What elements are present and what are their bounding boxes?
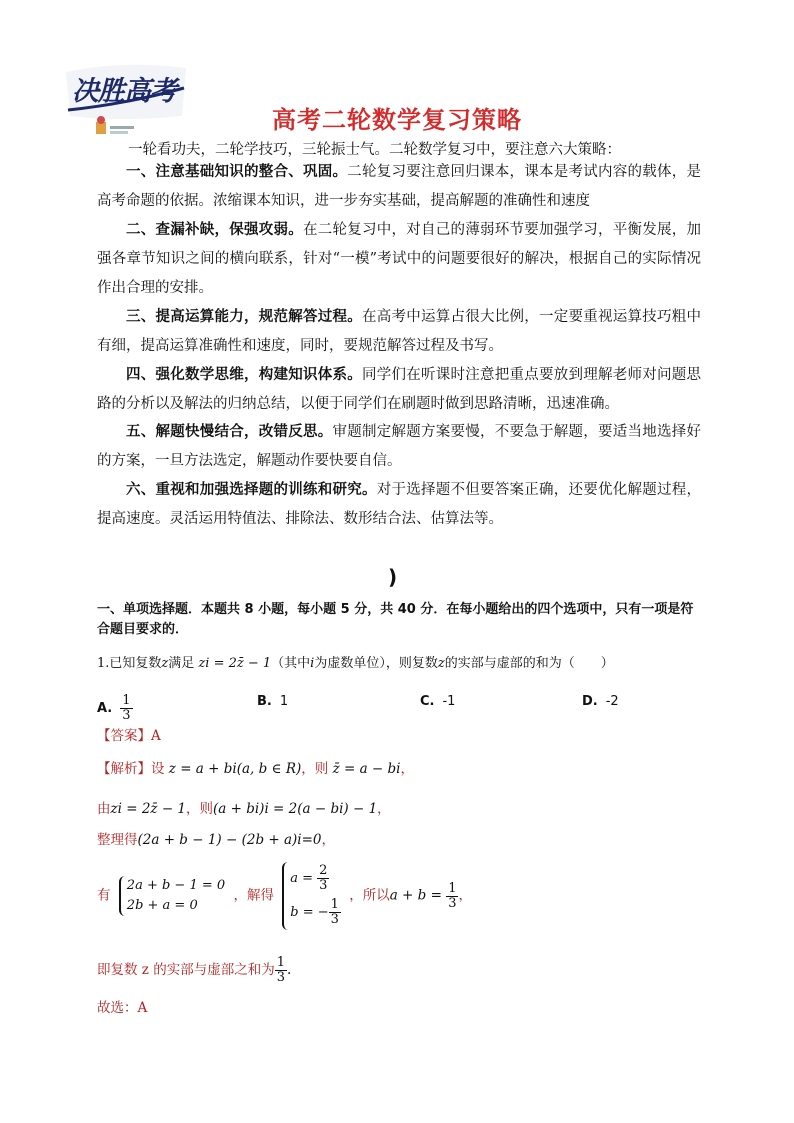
option-a [97,694,133,723]
option-letter: D. [582,694,598,709]
option-b [257,694,288,709]
solution-system: a = $\frac{2}{3}$ b = − $\frac{1}{3}$ [282,862,341,930]
section-header: 一、单项选择题．本题共 8 小题，每小题 5 分，共 40 分．在每小题给出的四个选项中，只有一项是符合题目要求的． [97,602,694,637]
strategy-heading: 四、强化数学思维，构建知识体系。 [126,367,362,383]
final-choice: 故选：A [97,1000,148,1016]
question-text: 已知复数 [109,656,162,671]
strategy-1 [97,158,701,216]
page-title: 高考二轮数学复习策略 [272,106,522,134]
strategy-body: 二轮复习要注意回归课本，课本是考试内容的载体，是高考命题的依据。浓缩课本知识，进一步夯实基础，提高解题的准确性和速度 [97,164,701,209]
option-letter: B. [257,694,272,709]
strategy-heading: 二、查漏补缺，保强攻弱。 [126,222,303,238]
answer-value: A [151,728,161,744]
math-expr: (2a + b − 1) − (2b + a)i=0 [137,832,322,848]
stray-paren: ) [388,565,398,589]
math-expr: z̄ = a − bi [332,761,401,777]
answer-tag: 【答案】 [97,728,151,744]
option-d [582,694,619,709]
strategy-heading: 五、解题快慢结合，改错反思。 [126,424,333,440]
strategy-6 [97,476,701,534]
option-value: -1 [442,694,456,709]
strategy-4 [97,361,701,419]
question-text: （其中 [271,656,311,671]
option-letter: A. [97,701,113,716]
analysis-line-5: 即复数 z 的实部与虚部之和为 $\frac{1}{3}$ . [97,955,292,985]
math-expr: a + b = [389,887,442,904]
question-text: 满足 [168,656,195,671]
math-expr: (a + bi)i = 2(a − bi) − 1 [213,801,378,817]
intro-text: 一轮看功夫，二轮学技巧，三轮振士气。二轮数学复习中，要注意六大策略： [128,142,621,158]
option-value: -2 [605,694,619,709]
strategy-body: 审题制定解题方案要慢，不要急于解题，要适当地选择好的方案，一旦方法选定，解题动作要快要自信。 [97,424,701,469]
math-expr: z = a + bi(a, b ∈ R) [168,761,302,777]
question-text: 为虚数单位），则复数 [314,656,438,671]
math-expr: zi = 2z̄ − 1 [110,801,187,817]
option-letter: C. [420,694,435,709]
strategy-3 [97,303,701,361]
question-var: z [437,656,445,671]
strategy-heading: 六、重视和加强选择题的训练和研究。 [126,482,377,498]
option-fraction: $\frac{1}{3}$ [122,693,131,723]
option-c [420,694,455,709]
strategy-body: 对于选择题不但要答案正确，还要优化解题过程，提高速度。灵活运用特值法、排除法、数形结合法、估算法等。 [97,482,701,527]
analysis-line-2: 由zi = 2z̄ − 1，则(a + bi)i = 2(a − bi) − 1， [97,801,391,817]
question-equation: zi = 2z̄ − 1 [198,656,272,671]
question-var: z [161,656,169,671]
logo-text: 决胜高考 [72,76,176,107]
strategy-heading: 三、提高运算能力，规范解答过程。 [126,309,362,325]
math-fraction: $\frac{1}{3}$ [276,955,285,985]
question-text: 的实部与虚部的和为（ ） [444,656,614,671]
analysis-line-4: 有 2a + b − 1 = 0 2b + a = 0 ，解得 a = $\frac{2}{3}$ b = − $\frac{1}{3}$ ，所以a + b = $\frac{1}{3}$ ， [97,862,472,930]
answer-line [97,724,161,744]
analysis-line-1: 【解析】设 z = a + bi(a, b ∈ R)，则 z̄ = a − bi， [97,761,414,777]
math-fraction: $\frac{1}{3}$ [448,880,457,911]
question-var: i [310,656,315,671]
strategy-heading: 一、注意基础知识的整合、巩固。 [126,164,348,180]
analysis-line-3: 整理得(2a + b − 1) − (2b + a)i=0， [97,832,336,848]
analysis-tag: 【解析】 [97,761,151,777]
question-number: 1. [97,656,110,671]
strategy-body: 在高考中运算占很大比例，一定要重视运算技巧粗中有细，提高运算准确性和速度，同时，要规范解答过程及书写。 [97,309,701,354]
strategy-2 [97,216,701,303]
equation-system: 2a + b − 1 = 0 2b + a = 0 [119,876,225,916]
strategy-body: 同学们在听课时注意把重点要放到理解老师对问题思路的分析以及解法的归纳总结，以便于同学们在刷题时做到思路清晰，迅速准确。 [97,367,701,412]
option-value: 1 [279,694,289,709]
strategy-body: 在二轮复习中，对自己的薄弱环节要加强学习，平衡发展，加强各章节知识之间的横向联系，针对“一模”考试中的问题要很好的解决，根据自己的实际情况作出合理的安排。 [97,222,701,296]
question-1 [97,652,614,671]
strategy-5 [97,418,701,476]
